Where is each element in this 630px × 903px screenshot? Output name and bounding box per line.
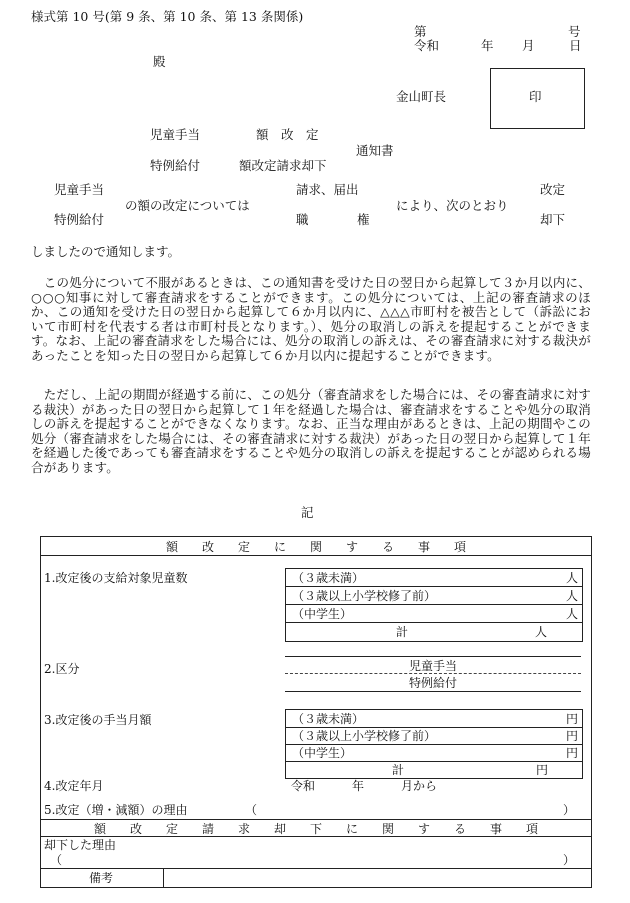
- notice-paragraph-2: ただし、上記の期間が経過する前に、この処分（審査請求をした場合には、その審査請求に対する裁決）があった日の翌日から起算して１年を経過した場合は、審査請求をすることや処分の取消しの訴えを提起することができなくなります。なお、正当な理由があるときは、上記の期間やこの処分（審査請求をした場合には、その審査請求に対する裁決）があった日の翌日から起算して１年を経過した後であっても審査請求をすることや処分の取消しの訴えを提起することが認められる場合があります。: [31, 387, 591, 475]
- item4-year: 年: [352, 779, 365, 793]
- body-closing: しましたので通知します。: [31, 244, 181, 259]
- item3-label: 3.改定後の手当月額: [44, 713, 152, 727]
- number-prefix: 第: [414, 24, 427, 39]
- details-table: [40, 536, 592, 888]
- item3-row-label: （３歳以上小学校修了前）: [292, 729, 437, 743]
- item5-close-paren: ）: [563, 803, 576, 817]
- item2-box: [285, 656, 581, 692]
- body-reason-1: 請求、届出: [296, 182, 359, 197]
- item1-label: 1.改定後の支給対象児童数: [44, 571, 188, 585]
- item3-row-label: （中学生）: [292, 746, 353, 760]
- body-allowance-2: 特例給付: [54, 212, 105, 227]
- item1-total-unit: 人: [535, 625, 548, 639]
- item3-box: [285, 709, 583, 779]
- body-reason-2b: 権: [357, 212, 370, 227]
- title-type-1: 額 改 定: [256, 127, 319, 142]
- seal-label: 印: [529, 89, 542, 104]
- item1-row-label: （中学生）: [292, 607, 353, 621]
- divider: [286, 744, 582, 745]
- body-mid-text-2: により、次のとおり: [396, 198, 509, 213]
- item4-month: 月から: [401, 779, 438, 793]
- date-month-unit: 月: [522, 38, 535, 53]
- item1-box: [285, 568, 583, 642]
- divider: [41, 555, 591, 556]
- reject-reason-label: 却下した理由: [44, 838, 117, 852]
- date-day-unit: 日: [569, 38, 582, 53]
- remarks-label: 備考: [89, 871, 114, 885]
- divider: [286, 604, 582, 605]
- title-allowance-2: 特例給付: [150, 158, 201, 173]
- divider: [286, 727, 582, 728]
- body-reason-2a: 職: [296, 212, 309, 227]
- title-allowance-1: 児童手当: [150, 127, 201, 142]
- notice-paragraph-1: この処分について不服があるときは、この通知書を受けた日の翌日から起算して３か月以内に、○○○知事に対して審査請求をすることができます。この処分については、上記の審査請求のほか、この通知を受けた日の翌日から起算して６か月以内に、△△△市町村を被告として（訴訟において市町村を代表する者は市町村長となります。）、処分の取消しの訴えを提起することができます。なお、上記の審査請求をした場合には、処分の取消しの訴えは、その審査請求に対する裁決があったことを知った日の翌日から起算して６か月以内に提起することができます。: [31, 275, 591, 363]
- divider: [285, 673, 581, 674]
- item2-option: 特例給付: [408, 676, 457, 690]
- reject-open-paren: （: [50, 853, 63, 867]
- section-heading: 額 改 定 に 関 す る 事 項: [165, 540, 466, 554]
- divider: [41, 836, 591, 837]
- issuer: 金山町長: [396, 89, 447, 104]
- divider: [286, 622, 582, 623]
- item5-open-paren: （: [245, 803, 258, 817]
- form-label: 様式第 10 号(第 9 条、第 10 条、第 13 条関係): [31, 9, 304, 24]
- item4-label: 4.改定年月: [44, 779, 104, 793]
- body-mid-text: の額の改定については: [125, 198, 250, 213]
- reject-heading: 額 改 定 請 求 却 下 に 関 す る 事 項: [93, 822, 538, 836]
- item3-row-unit: 円: [565, 729, 578, 743]
- divider: [286, 761, 582, 762]
- item1-row-label: （３歳以上小学校修了前）: [292, 589, 437, 603]
- divider: [286, 586, 582, 587]
- item3-total-unit: 円: [536, 763, 549, 777]
- item3-total-label: 計: [392, 763, 405, 777]
- item3-row-unit: 円: [565, 712, 578, 726]
- item2-label: 2.区分: [44, 662, 80, 676]
- body-result-1: 改定: [540, 182, 566, 197]
- item5-label: 5.改定（増・減額）の理由: [44, 803, 188, 817]
- item3-row-label: （３歳未満）: [292, 712, 365, 726]
- divider: [163, 868, 164, 887]
- body-result-2: 却下: [540, 212, 566, 227]
- item1-total-label: 計: [396, 625, 409, 639]
- item2-option: 児童手当: [408, 659, 457, 673]
- item1-row-label: （３歳未満）: [292, 571, 365, 585]
- title-type-2: 額改定請求却下: [239, 158, 327, 173]
- ki-mark: 記: [301, 505, 314, 520]
- item3-row-unit: 円: [565, 746, 578, 760]
- title-suffix: 通知書: [356, 143, 394, 158]
- divider: [41, 868, 591, 869]
- addressee-suffix: 殿: [153, 54, 166, 69]
- reject-close-paren: ）: [563, 853, 576, 867]
- item1-row-unit: 人: [565, 571, 578, 585]
- body-allowance-1: 児童手当: [54, 182, 105, 197]
- item4-era: 令和: [291, 779, 316, 793]
- divider: [41, 819, 591, 820]
- date-era: 令和: [414, 38, 440, 53]
- number-suffix: 号: [568, 24, 581, 39]
- item1-row-unit: 人: [565, 607, 578, 621]
- item1-row-unit: 人: [565, 589, 578, 603]
- date-year-unit: 年: [481, 38, 494, 53]
